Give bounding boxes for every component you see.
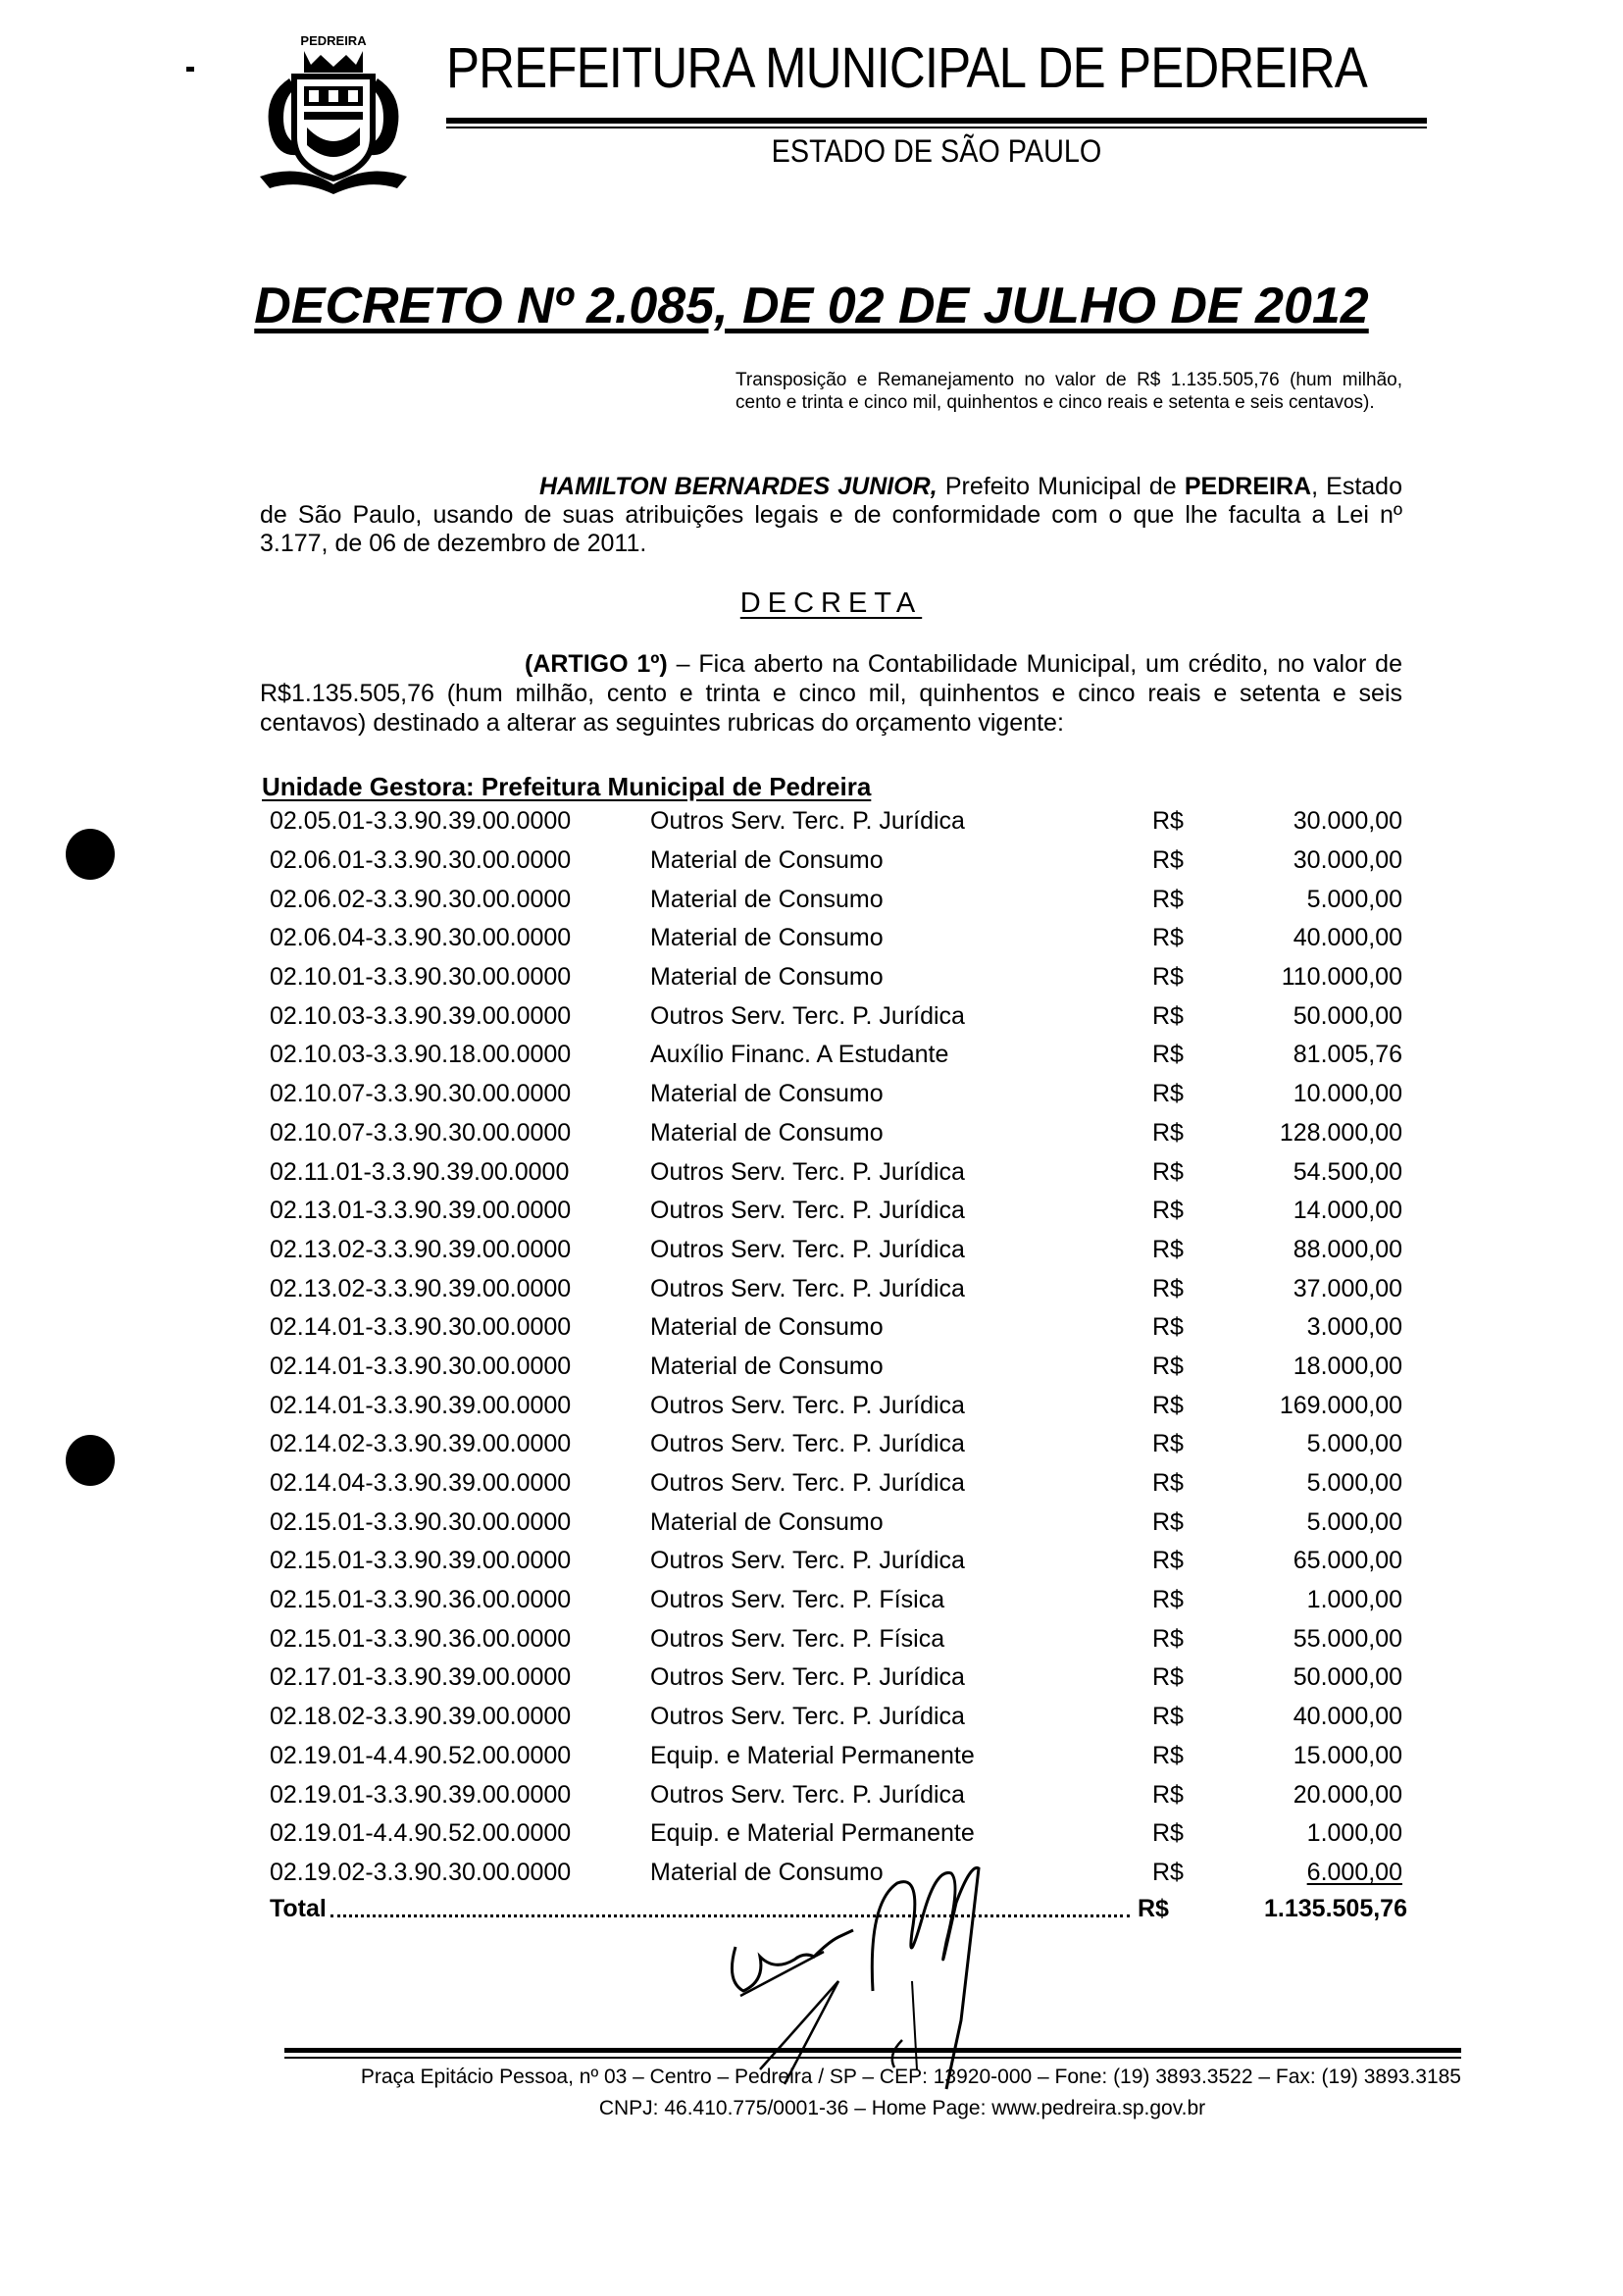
header-rule-thin (446, 127, 1427, 128)
mayor-name: HAMILTON BERNARDES JUNIOR, (539, 473, 938, 500)
budget-currency: R$ (1152, 1780, 1184, 1809)
city-name: PEDREIRA (1184, 473, 1312, 500)
budget-description: Outros Serv. Terc. P. Jurídica (650, 1235, 965, 1263)
budget-code: 02.10.03-3.3.90.18.00.0000 (270, 1041, 572, 1069)
decreta-heading: DECRETA (739, 587, 923, 619)
table-row (265, 1386, 1407, 1425)
table-row (265, 958, 1407, 997)
budget-description: Material de Consumo (650, 1080, 884, 1108)
table-row (265, 1698, 1407, 1737)
budget-description: Outros Serv. Terc. P. Jurídica (650, 1663, 965, 1692)
header-rule-thick (446, 118, 1427, 124)
budget-currency: R$ (1152, 1080, 1184, 1108)
budget-description: Outros Serv. Terc. P. Jurídica (650, 1469, 965, 1498)
budget-code: 02.14.01-3.3.90.39.00.0000 (270, 1391, 572, 1419)
budget-description: Material de Consumo (650, 846, 884, 875)
budget-amount: 6.000,00 (1306, 1858, 1402, 1886)
budget-amount: 50.000,00 (1293, 1663, 1402, 1692)
budget-amount: 14.000,00 (1293, 1197, 1402, 1225)
budget-description: Outros Serv. Terc. P. Jurídica (650, 1274, 965, 1302)
budget-currency: R$ (1152, 1001, 1184, 1030)
budget-currency: R$ (1152, 1430, 1184, 1458)
budget-code: 02.14.01-3.3.90.30.00.0000 (270, 1352, 572, 1380)
budget-description: Material de Consumo (650, 1858, 884, 1886)
budget-description: Material de Consumo (650, 885, 884, 913)
budget-currency: R$ (1152, 885, 1184, 913)
article-label: (ARTIGO 1º) (525, 650, 668, 678)
budget-amount: 3.000,00 (1306, 1313, 1402, 1342)
budget-code: 02.19.02-3.3.90.30.00.0000 (270, 1858, 572, 1886)
budget-currency: R$ (1152, 924, 1184, 952)
budget-amount: 81.005,76 (1293, 1041, 1402, 1069)
footer-rule-thin (284, 2057, 1461, 2059)
table-row (265, 1348, 1407, 1387)
budget-description: Material de Consumo (650, 1507, 884, 1536)
table-row (265, 1192, 1407, 1231)
budget-description: Material de Consumo (650, 1352, 884, 1380)
budget-table (265, 802, 1407, 1892)
table-row (265, 1464, 1407, 1504)
budget-code: 02.13.02-3.3.90.39.00.0000 (270, 1235, 572, 1263)
budget-amount: 37.000,00 (1293, 1274, 1402, 1302)
table-row (265, 1152, 1407, 1192)
budget-currency: R$ (1152, 1507, 1184, 1536)
budget-currency: R$ (1152, 1741, 1184, 1769)
table-row (265, 1308, 1407, 1348)
budget-currency: R$ (1152, 1663, 1184, 1692)
budget-description: Outros Serv. Terc. P. Jurídica (650, 1197, 965, 1225)
budget-description: Outros Serv. Terc. P. Jurídica (650, 1547, 965, 1575)
table-row (265, 1737, 1407, 1776)
budget-amount: 54.500,00 (1293, 1157, 1402, 1186)
article-text: – Fica aberto na Contabilidade Municipal, um crédito, no valor de R$1.135.505,76 (hum milhão, cento e trinta e cinco mil, quinhentos e cinco reais e setenta e seis centavos) destinado a alterar as seguintes rubricas do orçamento vigente: (260, 650, 1402, 737)
budget-description: Auxílio Financ. A Estudante (650, 1041, 949, 1069)
budget-amount: 5.000,00 (1306, 1469, 1402, 1498)
budget-amount: 55.000,00 (1293, 1624, 1402, 1653)
budget-code: 02.13.01-3.3.90.39.00.0000 (270, 1197, 572, 1225)
budget-currency: R$ (1152, 1469, 1184, 1498)
budget-code: 02.14.01-3.3.90.30.00.0000 (270, 1313, 572, 1342)
table-row (265, 1658, 1407, 1698)
budget-code: 02.10.07-3.3.90.30.00.0000 (270, 1118, 572, 1147)
budget-description: Material de Consumo (650, 924, 884, 952)
budget-code: 02.05.01-3.3.90.39.00.0000 (270, 807, 572, 836)
budget-description: Outros Serv. Terc. P. Física (650, 1624, 945, 1653)
budget-code: 02.19.01-3.3.90.39.00.0000 (270, 1780, 572, 1809)
budget-currency: R$ (1152, 1547, 1184, 1575)
decree-preamble (260, 473, 1402, 558)
budget-description: Material de Consumo (650, 1313, 884, 1342)
table-row (265, 1231, 1407, 1270)
budget-description: Equip. e Material Permanente (650, 1819, 975, 1848)
budget-amount: 40.000,00 (1293, 1703, 1402, 1731)
budget-amount: 50.000,00 (1293, 1001, 1402, 1030)
budget-description: Outros Serv. Terc. P. Jurídica (650, 1703, 965, 1731)
table-row (265, 919, 1407, 958)
footer-cnpj: CNPJ: 46.410.775/0001-36 – Home Page: www.pedreira.sp.gov.br (598, 2097, 1206, 2119)
table-row (265, 1114, 1407, 1153)
budget-code: 02.17.01-3.3.90.39.00.0000 (270, 1663, 572, 1692)
mayor-role: Prefeito Municipal de (937, 473, 1185, 500)
budget-currency: R$ (1152, 1703, 1184, 1731)
total-amount: 1.135.505,76 (1264, 1894, 1407, 1922)
punch-hole (66, 1435, 115, 1486)
budget-currency: R$ (1152, 1858, 1184, 1886)
table-row (265, 1503, 1407, 1542)
budget-description: Outros Serv. Terc. P. Física (650, 1586, 945, 1614)
budget-currency: R$ (1152, 1235, 1184, 1263)
budget-code: 02.10.07-3.3.90.30.00.0000 (270, 1080, 572, 1108)
table-row (265, 842, 1407, 881)
budget-amount: 128.000,00 (1279, 1118, 1402, 1147)
budget-currency: R$ (1152, 846, 1184, 875)
table-row (265, 1619, 1407, 1658)
budget-amount: 10.000,00 (1293, 1080, 1402, 1108)
budget-code: 02.06.02-3.3.90.30.00.0000 (270, 885, 572, 913)
table-row (265, 1581, 1407, 1620)
budget-description: Outros Serv. Terc. P. Jurídica (650, 1430, 965, 1458)
unit-title: Unidade Gestora: Prefeitura Municipal de Pedreira (262, 772, 872, 801)
table-row (265, 802, 1407, 842)
budget-amount: 169.000,00 (1279, 1391, 1402, 1419)
budget-amount: 5.000,00 (1306, 1507, 1402, 1536)
budget-currency: R$ (1152, 1819, 1184, 1848)
budget-currency: R$ (1152, 1313, 1184, 1342)
budget-code: 02.14.02-3.3.90.39.00.0000 (270, 1430, 572, 1458)
table-row (265, 1775, 1407, 1814)
table-row (265, 1542, 1407, 1581)
budget-currency: R$ (1152, 1157, 1184, 1186)
budget-amount: 40.000,00 (1293, 924, 1402, 952)
budget-code: 02.19.01-4.4.90.52.00.0000 (270, 1741, 572, 1769)
budget-description: Outros Serv. Terc. P. Jurídica (650, 1780, 965, 1809)
budget-amount: 1.000,00 (1306, 1586, 1402, 1614)
table-row (265, 1425, 1407, 1464)
budget-amount: 1.000,00 (1306, 1819, 1402, 1848)
budget-code: 02.15.01-3.3.90.36.00.0000 (270, 1624, 572, 1653)
budget-code: 02.06.04-3.3.90.30.00.0000 (270, 924, 572, 952)
budget-amount: 5.000,00 (1306, 1430, 1402, 1458)
budget-currency: R$ (1152, 1624, 1184, 1653)
municipal-crest (250, 29, 417, 196)
total-currency: R$ (1138, 1894, 1169, 1922)
footer-address: Praça Epitácio Pessoa, nº 03 – Centro – Pedreira / SP – CEP: 13920-000 – Fone: (19) 3893.3522 – Fax: (19) 3893.3185 (360, 2066, 1461, 2088)
table-row (265, 880, 1407, 919)
budget-description: Material de Consumo (650, 963, 884, 992)
table-row (265, 996, 1407, 1036)
table-row (265, 1269, 1407, 1308)
punch-hole (66, 829, 115, 880)
budget-code: 02.14.04-3.3.90.39.00.0000 (270, 1469, 572, 1498)
budget-currency: R$ (1152, 963, 1184, 992)
budget-code: 02.15.01-3.3.90.39.00.0000 (270, 1547, 572, 1575)
article-1 (260, 649, 1402, 738)
state-subtitle: ESTADO DE SÃO PAULO (771, 133, 1102, 169)
budget-code: 02.18.02-3.3.90.39.00.0000 (270, 1703, 572, 1731)
budget-currency: R$ (1152, 1274, 1184, 1302)
budget-amount: 88.000,00 (1293, 1235, 1402, 1263)
table-row (265, 1036, 1407, 1075)
budget-currency: R$ (1152, 1586, 1184, 1614)
budget-description: Equip. e Material Permanente (650, 1741, 975, 1769)
budget-description: Outros Serv. Terc. P. Jurídica (650, 1157, 965, 1186)
budget-description: Outros Serv. Terc. P. Jurídica (650, 1001, 965, 1030)
budget-currency: R$ (1152, 1391, 1184, 1419)
budget-amount: 65.000,00 (1293, 1547, 1402, 1575)
budget-amount: 20.000,00 (1293, 1780, 1402, 1809)
crest-icon (250, 29, 417, 196)
budget-amount: 30.000,00 (1293, 807, 1402, 836)
budget-amount: 15.000,00 (1293, 1741, 1402, 1769)
budget-description: Outros Serv. Terc. P. Jurídica (650, 807, 965, 836)
total-label: Total (270, 1894, 327, 1922)
budget-code: 02.10.01-3.3.90.30.00.0000 (270, 963, 572, 992)
budget-code: 02.10.03-3.3.90.39.00.0000 (270, 1001, 572, 1030)
budget-currency: R$ (1152, 1118, 1184, 1147)
budget-amount: 5.000,00 (1306, 885, 1402, 913)
municipality-title: PREFEITURA MUNICIPAL DE PEDREIRA (446, 36, 1367, 100)
handwritten-signatures (667, 1844, 1079, 2138)
budget-code: 02.19.01-4.4.90.52.00.0000 (270, 1819, 572, 1848)
budget-code: 02.11.01-3.3.90.39.00.0000 (270, 1157, 570, 1186)
decree-summary: Transposição e Remanejamento no valor de R$ 1.135.505,76 (hum milhão, cento e trinta e cinco mil, quinhentos e cinco reais e setenta e seis centavos). (735, 370, 1402, 413)
budget-code: 02.13.02-3.3.90.39.00.0000 (270, 1274, 572, 1302)
budget-amount: 110.000,00 (1281, 963, 1402, 992)
budget-description: Outros Serv. Terc. P. Jurídica (650, 1391, 965, 1419)
crest-banner-text: PEDREIRA (300, 33, 367, 48)
budget-code: 02.06.01-3.3.90.30.00.0000 (270, 846, 572, 875)
budget-description: Material de Consumo (650, 1118, 884, 1147)
budget-code: 02.15.01-3.3.90.30.00.0000 (270, 1507, 572, 1536)
budget-amount: 30.000,00 (1293, 846, 1402, 875)
budget-currency: R$ (1152, 1352, 1184, 1380)
scan-speck (186, 67, 194, 72)
budget-currency: R$ (1152, 807, 1184, 836)
table-row (265, 1075, 1407, 1114)
decree-title: DECRETO Nº 2.085, DE 02 DE JULHO DE 2012 (254, 278, 1369, 334)
footer-rule-thick (284, 2048, 1461, 2053)
budget-code: 02.15.01-3.3.90.36.00.0000 (270, 1586, 572, 1614)
budget-currency: R$ (1152, 1041, 1184, 1069)
budget-currency: R$ (1152, 1197, 1184, 1225)
preamble-rest: , Estado de São Paulo, usando de suas atribuições legais e de conformidade com o que lhe faculta a Lei nº 3.177, de 06 de dezembro de 2011. (260, 473, 1402, 557)
budget-amount: 18.000,00 (1293, 1352, 1402, 1380)
